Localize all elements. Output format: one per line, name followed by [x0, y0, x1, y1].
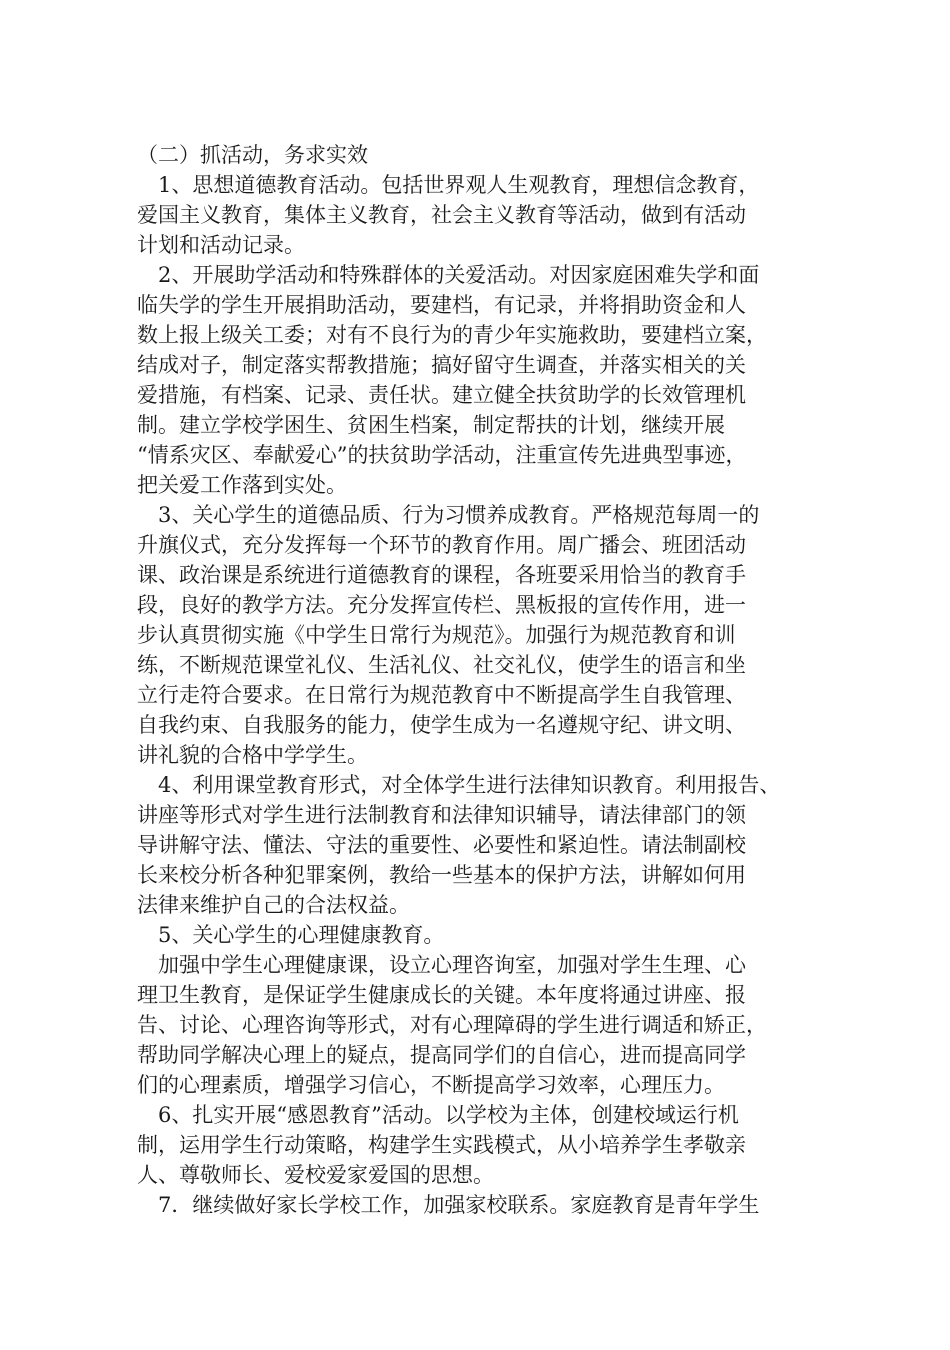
document-text-line: 把关爱工作落到实处。	[137, 473, 347, 497]
document-body	[137, 140, 837, 1220]
document-text-line: 数上报上级关工委；对有不良行为的青少年实施救助，要建档立案，	[137, 323, 767, 347]
document-text-line: 7．继续做好家长学校工作，加强家校联系。家庭教育是青年学生	[137, 1193, 760, 1217]
document-text-line: 们的心理素质，增强学习信心，不断提高学习效率，心理压力。	[137, 1073, 725, 1097]
document-text-line: 告、讨论、心理咨询等形式，对有心理障碍的学生进行调适和矫正，	[137, 1013, 767, 1037]
document-text-line: 制。建立学校学困生、贫困生档案，制定帮扶的计划，继续开展	[137, 413, 725, 437]
document-text-line: 课、政治课是系统进行道德教育的课程，各班要采用恰当的教育手	[137, 563, 746, 587]
document-text-line: 段，良好的教学方法。充分发挥宣传栏、黑板报的宣传作用，进一	[137, 593, 746, 617]
document-text-line: 帮助同学解决心理上的疑点，提高同学们的自信心，进而提高同学	[137, 1043, 746, 1067]
document-text-line: 加强中学生心理健康课，设立心理咨询室，加强对学生生理、心	[137, 953, 746, 977]
document-text-line: 5、关心学生的心理健康教育。	[137, 923, 445, 947]
document-text-line: 爱国主义教育，集体主义教育，社会主义教育等活动，做到有活动	[137, 203, 746, 227]
document-text-line: 练，不断规范课堂礼仪、生活礼仪、社交礼仪，使学生的语言和坐	[137, 653, 746, 677]
document-text-line: 爱措施，有档案、记录、责任状。建立健全扶贫助学的长效管理机	[137, 383, 746, 407]
document-text-line: 4、利用课堂教育形式，对全体学生进行法律知识教育。利用报告、	[137, 773, 781, 797]
document-text-line: 立行走符合要求。在日常行为规范教育中不断提高学生自我管理、	[137, 683, 746, 707]
document-text-line: 理卫生教育，是保证学生健康成长的关键。本年度将通过讲座、报	[137, 983, 746, 1007]
document-text-line: 升旗仪式，充分发挥每一个环节的教育作用。周广播会、班团活动	[137, 533, 746, 557]
document-text-line: 自我约束、自我服务的能力，使学生成为一名遵规守纪、讲文明、	[137, 713, 746, 737]
document-text-line: 临失学的学生开展捐助活动，要建档，有记录，并将捐助资金和人	[137, 293, 746, 317]
document-text-line: 1、思想道德教育活动。包括世界观人生观教育，理想信念教育，	[137, 173, 760, 197]
document-text-line: 讲座等形式对学生进行法制教育和法律知识辅导，请法律部门的领	[137, 803, 746, 827]
document-text-line: 制，运用学生行动策略，构建学生实践模式，从小培养学生孝敬亲	[137, 1133, 746, 1157]
document-text-line: 2、开展助学活动和特殊群体的关爱活动。对因家庭困难失学和面	[137, 263, 760, 287]
document-text-line: 法律来维护自己的合法权益。	[137, 893, 410, 917]
document-text-line: 讲礼貌的合格中学学生。	[137, 743, 368, 767]
document-text-line: 3、关心学生的道德品质、行为习惯养成教育。严格规范每周一的	[137, 503, 760, 527]
document-text-line: 结成对子，制定落实帮教措施；搞好留守生调查，并落实相关的关	[137, 353, 746, 377]
document-text-line: 导讲解守法、懂法、守法的重要性、必要性和紧迫性。请法制副校	[137, 833, 746, 857]
document-text-line: “情系灾区、奉献爱心”的扶贫助学活动，注重宣传先进典型事迹，	[137, 443, 747, 467]
document-text-line: 步认真贯彻实施《中学生日常行为规范》。加强行为规范教育和训	[137, 623, 736, 647]
document-text-line: 长来校分析各种犯罪案例，教给一些基本的保护方法，讲解如何用	[137, 863, 746, 887]
document-text-line: 计划和活动记录。	[137, 233, 305, 257]
document-text-line: 人、尊敬师长、爱校爱家爱国的思想。	[137, 1163, 494, 1187]
document-text-line: 6、扎实开展“感恩教育”活动。以学校为主体，创建校域运行机	[137, 1103, 739, 1127]
document-text-line: （二）抓活动，务求实效	[137, 143, 368, 167]
